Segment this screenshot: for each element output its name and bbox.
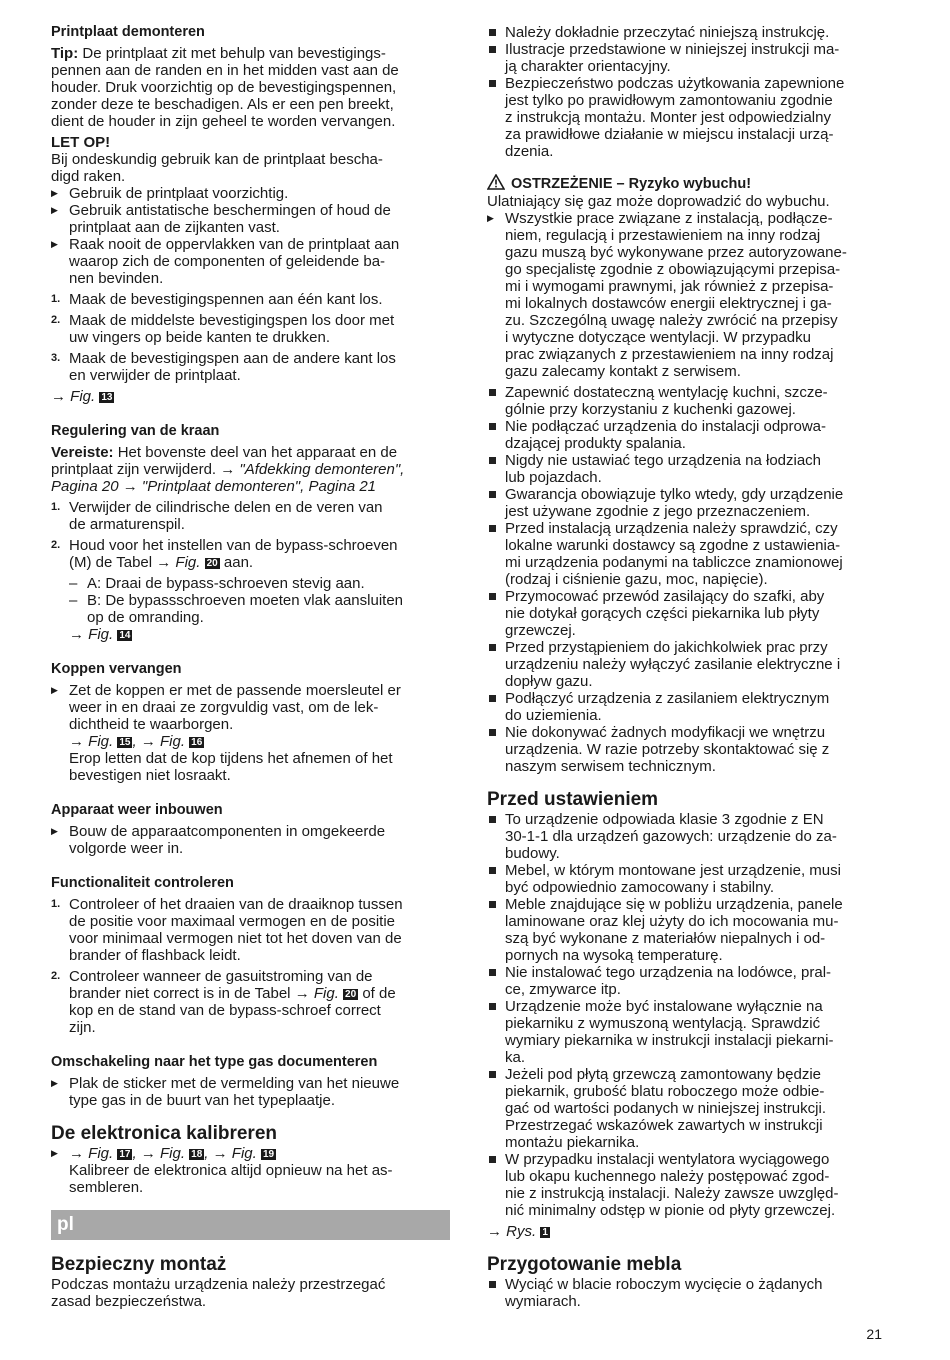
language-bar: pl	[51, 1210, 450, 1240]
section-heading-przed: Przed ustawieniem	[487, 789, 659, 810]
step-item: 1. Controleer of het draaien van de draaiknop tussen de positie voor maximaal vermogen en de positie voor minimaal vermogen niet tot het doven van de brander of flashback leidt.	[51, 896, 403, 964]
square-bullet-icon	[489, 593, 496, 600]
square-bullet-icon	[489, 816, 496, 823]
list-item: ▶ Zet de koppen er met de passende moersleutel er weer in en draai ze zorgvuldig vast, om de lek- dichtheid te waarborgen. → Fig. 15 , → Fig. 16 Erop letten dat de kop tijdens het afnemen of het bevestigen niet losraakt.	[51, 682, 401, 784]
list-item: Wyciąć w blacie roboczym wycięcie o żądanych wymiarach.	[487, 1276, 892, 1310]
list-item: ▶ Bouw de apparaatcomponenten in omgekeerde volgorde weer in.	[51, 823, 386, 857]
square-bullet-icon	[489, 46, 496, 53]
list-item: ▶ Wszystkie prace związane z instalacją, podłącze- niem, regulacją i przestawieniem na inny rodzaj gazu muszą być wykonywane przez autoryzowane- go specjalistę zgodnie z obowiązującymi przepisa- mi i wymogami prawnymi, jak również z przepisa- mi lokalnych dostawców energii elektrycznej i ga- zu. Szczególną uwagę należy zwrócić na przepisy i wytyczne dotyczące wentylacji. W przypadku prac związanych z przestawieniem na inny rodzaj gazu zalecamy kontakt z serwisem.	[487, 210, 847, 380]
triangle-bullet-icon: ▶	[51, 826, 58, 836]
step-item: 1. Verwijder de cilindrische delen en de veren van de armaturenspil.	[51, 499, 383, 533]
list-item: Urządzenie może być instalowane wyłącznie na piekarniku z wymuszoną wentylacją. Sprawdzić wymiary piekarnika w instrukcji instalacji piekarni- ka.	[487, 998, 892, 1066]
figure-number-badge: 15	[119, 737, 131, 748]
right-column	[487, 24, 892, 1310]
square-bullet-icon	[489, 901, 496, 908]
figure-number-badge: 17	[119, 1149, 131, 1160]
list-item: Jeżeli pod płytą grzewczą zamontowany będzie piekarnik, grubość blatu roboczego może odbie- gać od wartości podanych w niniejszej instrukcji. Przestrzegać wskazówek zawartych w instrukcji montażu piekarnika.	[487, 1066, 892, 1151]
figure-number-badge: 14	[119, 630, 131, 641]
list-item: Meble znajdujące się w pobliżu urządzenia, panele laminowane oraz klej użyty do ich mocowania mu- szą być wykonane z materiałów niepalnych i od- pornych na wysoką temperaturę.	[487, 896, 892, 964]
section-heading-functionaliteit: Functionaliteit controleren	[51, 875, 234, 891]
list-item: Bezpieczeństwo podczas użytkowania zapewnione jest tylko po prawidłowym zamontowaniu zgodnie z instrukcją montażu. Monter jest odpowiedzialny za prawidłowe działanie w miejscu instalacji urzą- dzenia.	[487, 75, 892, 160]
figure-number-badge: 20	[345, 989, 357, 1000]
square-bullet-icon	[489, 491, 496, 498]
section-heading-kraan: Regulering van de kraan	[51, 423, 220, 439]
list-item: Przed instalacją urządzenia należy sprawdzić, czy lokalne warunki dostawcy są zgodne z ustawienia- mi urządzenia podanymi na tabliczce znamionowej (rodzaj i ciśnienie gazu, moc, napięcie).	[487, 520, 892, 588]
step-item: 2. Controleer wanneer de gasuitstroming van de brander niet correct is in de Tabel → Fig. 20 of de kop en de stand van de bypass-schroef correct zijn.	[51, 968, 396, 1036]
warning-title: OSTRZEŻENIE – Ryzyko wybuchu!	[487, 174, 892, 193]
list-item: Nie podłączać urządzenia do instalacji odprowa- dzającej produkty spalania.	[487, 418, 892, 452]
list-item: Mebel, w którym montowane jest urządzenie, musi być odpowiednio zamocowany i stabilny.	[487, 862, 892, 896]
triangle-bullet-icon: ▶	[487, 213, 494, 223]
square-bullet-icon	[489, 867, 496, 874]
bezpieczny-text: Podczas montażu urządzenia należy przestrzegać zasad bezpieczeństwa.	[51, 1276, 386, 1310]
list-item: Nie instalować tego urządzenia na lodówce, pral- ce, zmywarce itp.	[487, 964, 892, 998]
list-item: Przymocować przewód zasilający do szafki, aby nie dotykał gorących części piekarnika lub płyty grzewczej.	[487, 588, 892, 639]
tip-paragraph: Tip: De printplaat zit met behulp van bevestigings- pennen aan de randen en in het midden vast aan de houder. Druk voorzichtig op de bevestigingspennen, zonder deze te beschadigen. Als er een pen breekt, dient de houder in zijn geheel te worden vervangen.	[51, 45, 399, 130]
list-item: ▶ Raak nooit de oppervlakken van de printplaat aan waarop zich de componenten of geleidende ba- nen bevinden.	[51, 236, 400, 287]
figure-number-badge: 16	[191, 737, 203, 748]
triangle-bullet-icon: ▶	[51, 188, 58, 198]
triangle-bullet-icon: ▶	[51, 685, 58, 695]
list-item: To urządzenie odpowiada klasie 3 zgodnie z EN 30-1-1 dla urządzeń gazowych: urządzenie do za- budowy.	[487, 811, 892, 862]
list-item: W przypadku instalacji wentylatora wyciągowego lub okapu kuchennego należy postępować zgod- nie z instrukcją instalacji. Należy zawsze uwzględ- nić minimalny odstęp w pionie od płyty grzewczej.	[487, 1151, 892, 1219]
step-item: 2. Maak de middelste bevestigingspen los door met uw vingers op beide kanten te drukken.	[51, 312, 395, 346]
letop-text: Bij ondeskundig gebruik kan de printplaat bescha- digd raken.	[51, 151, 383, 185]
square-bullet-icon	[489, 1281, 496, 1288]
square-bullet-icon	[489, 729, 496, 736]
list-item: ▶ Plak de sticker met de vermelding van het nieuwe type gas in de buurt van het typeplaatje.	[51, 1075, 400, 1109]
figure-reference: → Fig. 13	[51, 388, 113, 405]
list-item: Nigdy nie ustawiać tego urządzenia na łodziach lub pojazdach.	[487, 452, 892, 486]
step-item: 2. Houd voor het instellen van de bypass-schroeven (M) de Tabel → Fig. 20 aan.	[51, 537, 398, 571]
section-heading-inbouwen: Apparaat weer inbouwen	[51, 802, 223, 818]
step-item: 1. Maak de bevestigingspennen aan één kant los.	[51, 291, 383, 308]
list-item: ▶ Gebruik de printplaat voorzichtig.	[51, 185, 289, 202]
triangle-bullet-icon: ▶	[51, 205, 58, 215]
square-bullet-icon	[489, 525, 496, 532]
figure-number-badge: 19	[262, 1149, 275, 1160]
figure-reference: → Rys. 1	[487, 1223, 548, 1240]
warning-text: Ulatniający się gaz może doprowadzić do wybuchu.	[487, 193, 830, 210]
list-item: Gwarancja obowiązuje tylko wtedy, gdy urządzenie jest używane zgodnie z jego przeznaczeniem.	[487, 486, 892, 520]
letop-label: LET OP!	[51, 134, 111, 151]
page-number: 21	[866, 1326, 882, 1342]
section-heading-bezpieczny: Bezpieczny montaż	[51, 1254, 227, 1275]
square-bullet-icon	[489, 29, 496, 36]
section-heading-omschakeling: Omschakeling naar het type gas documenteren	[51, 1054, 378, 1070]
vereiste-paragraph: Vereiste: Het bovenste deel van het apparaat en de printplaat zijn verwijderd. → "Afdekking demonteren", Pagina 20 → "Printplaat demonteren", Pagina 21	[51, 444, 405, 495]
section-heading-koppen: Koppen vervangen	[51, 661, 182, 677]
list-item: Należy dokładnie przeczytać niniejszą instrukcję.	[487, 24, 892, 41]
list-item: Przed przystąpieniem do jakichkolwiek prac przy urządzeniu należy wyłączyć zasilanie elektryczne i dopływ gazu.	[487, 639, 892, 690]
section-heading-printplaat: Printplaat demonteren	[51, 24, 205, 40]
square-bullet-icon	[489, 1071, 496, 1078]
step-item: 3. Maak de bevestigingspen aan de andere kant los en verwijder de printplaat.	[51, 350, 396, 384]
square-bullet-icon	[489, 1003, 496, 1010]
triangle-bullet-icon: ▶	[51, 239, 58, 249]
figure-number-badge: 1	[542, 1227, 548, 1238]
list-item: Podłączyć urządzenia z zasilaniem elektrycznym do uziemienia.	[487, 690, 892, 724]
list-item: Nie dokonywać żadnych modyfikacji we wnętrzu urządzenia. W razie potrzeby skontaktować się z naszym serwisem technicznym.	[487, 724, 892, 775]
figure-number-badge: 20	[206, 558, 218, 569]
square-bullet-icon	[489, 423, 496, 430]
square-bullet-icon	[489, 1156, 496, 1163]
section-heading-przygotowanie: Przygotowanie mebla	[487, 1254, 682, 1275]
dash-item: – B: De bypassschroeven moeten vlak aansluiten op de omranding.	[69, 592, 404, 626]
list-item: ▶ → Fig. 17 , → Fig. 18 , → Fig. 19 Kalibreer de elektronica altijd opnieuw na het as- sembleren.	[51, 1145, 393, 1196]
list-item: ▶ Gebruik antistatische beschermingen of houd de printplaat aan de zijkanten vast.	[51, 202, 391, 236]
figure-number-badge: 18	[191, 1149, 203, 1160]
square-bullet-icon	[489, 80, 496, 87]
dash-item: – A: Draai de bypass-schroeven stevig aan.	[69, 575, 365, 592]
tip-label: Tip:	[51, 45, 79, 62]
list-item: Zapewnić dostateczną wentylację kuchni, szcze- gólnie przy korzystaniu z kuchenki gazowej.	[487, 384, 892, 418]
square-bullet-icon	[489, 644, 496, 651]
list-item: Ilustracje przedstawione w niniejszej instrukcji ma- ją charakter orientacyjny.	[487, 41, 892, 75]
triangle-bullet-icon: ▶	[51, 1078, 58, 1088]
square-bullet-icon	[489, 695, 496, 702]
square-bullet-icon	[489, 389, 496, 396]
figure-reference: → Fig. 14	[69, 626, 131, 643]
triangle-bullet-icon: ▶	[51, 1148, 58, 1158]
figure-number-badge: 13	[101, 392, 113, 403]
warning-triangle-icon	[487, 174, 505, 190]
square-bullet-icon	[489, 457, 496, 464]
square-bullet-icon	[489, 969, 496, 976]
left-column	[51, 24, 456, 1310]
section-heading-elektronica: De elektronica kalibreren	[51, 1123, 277, 1144]
